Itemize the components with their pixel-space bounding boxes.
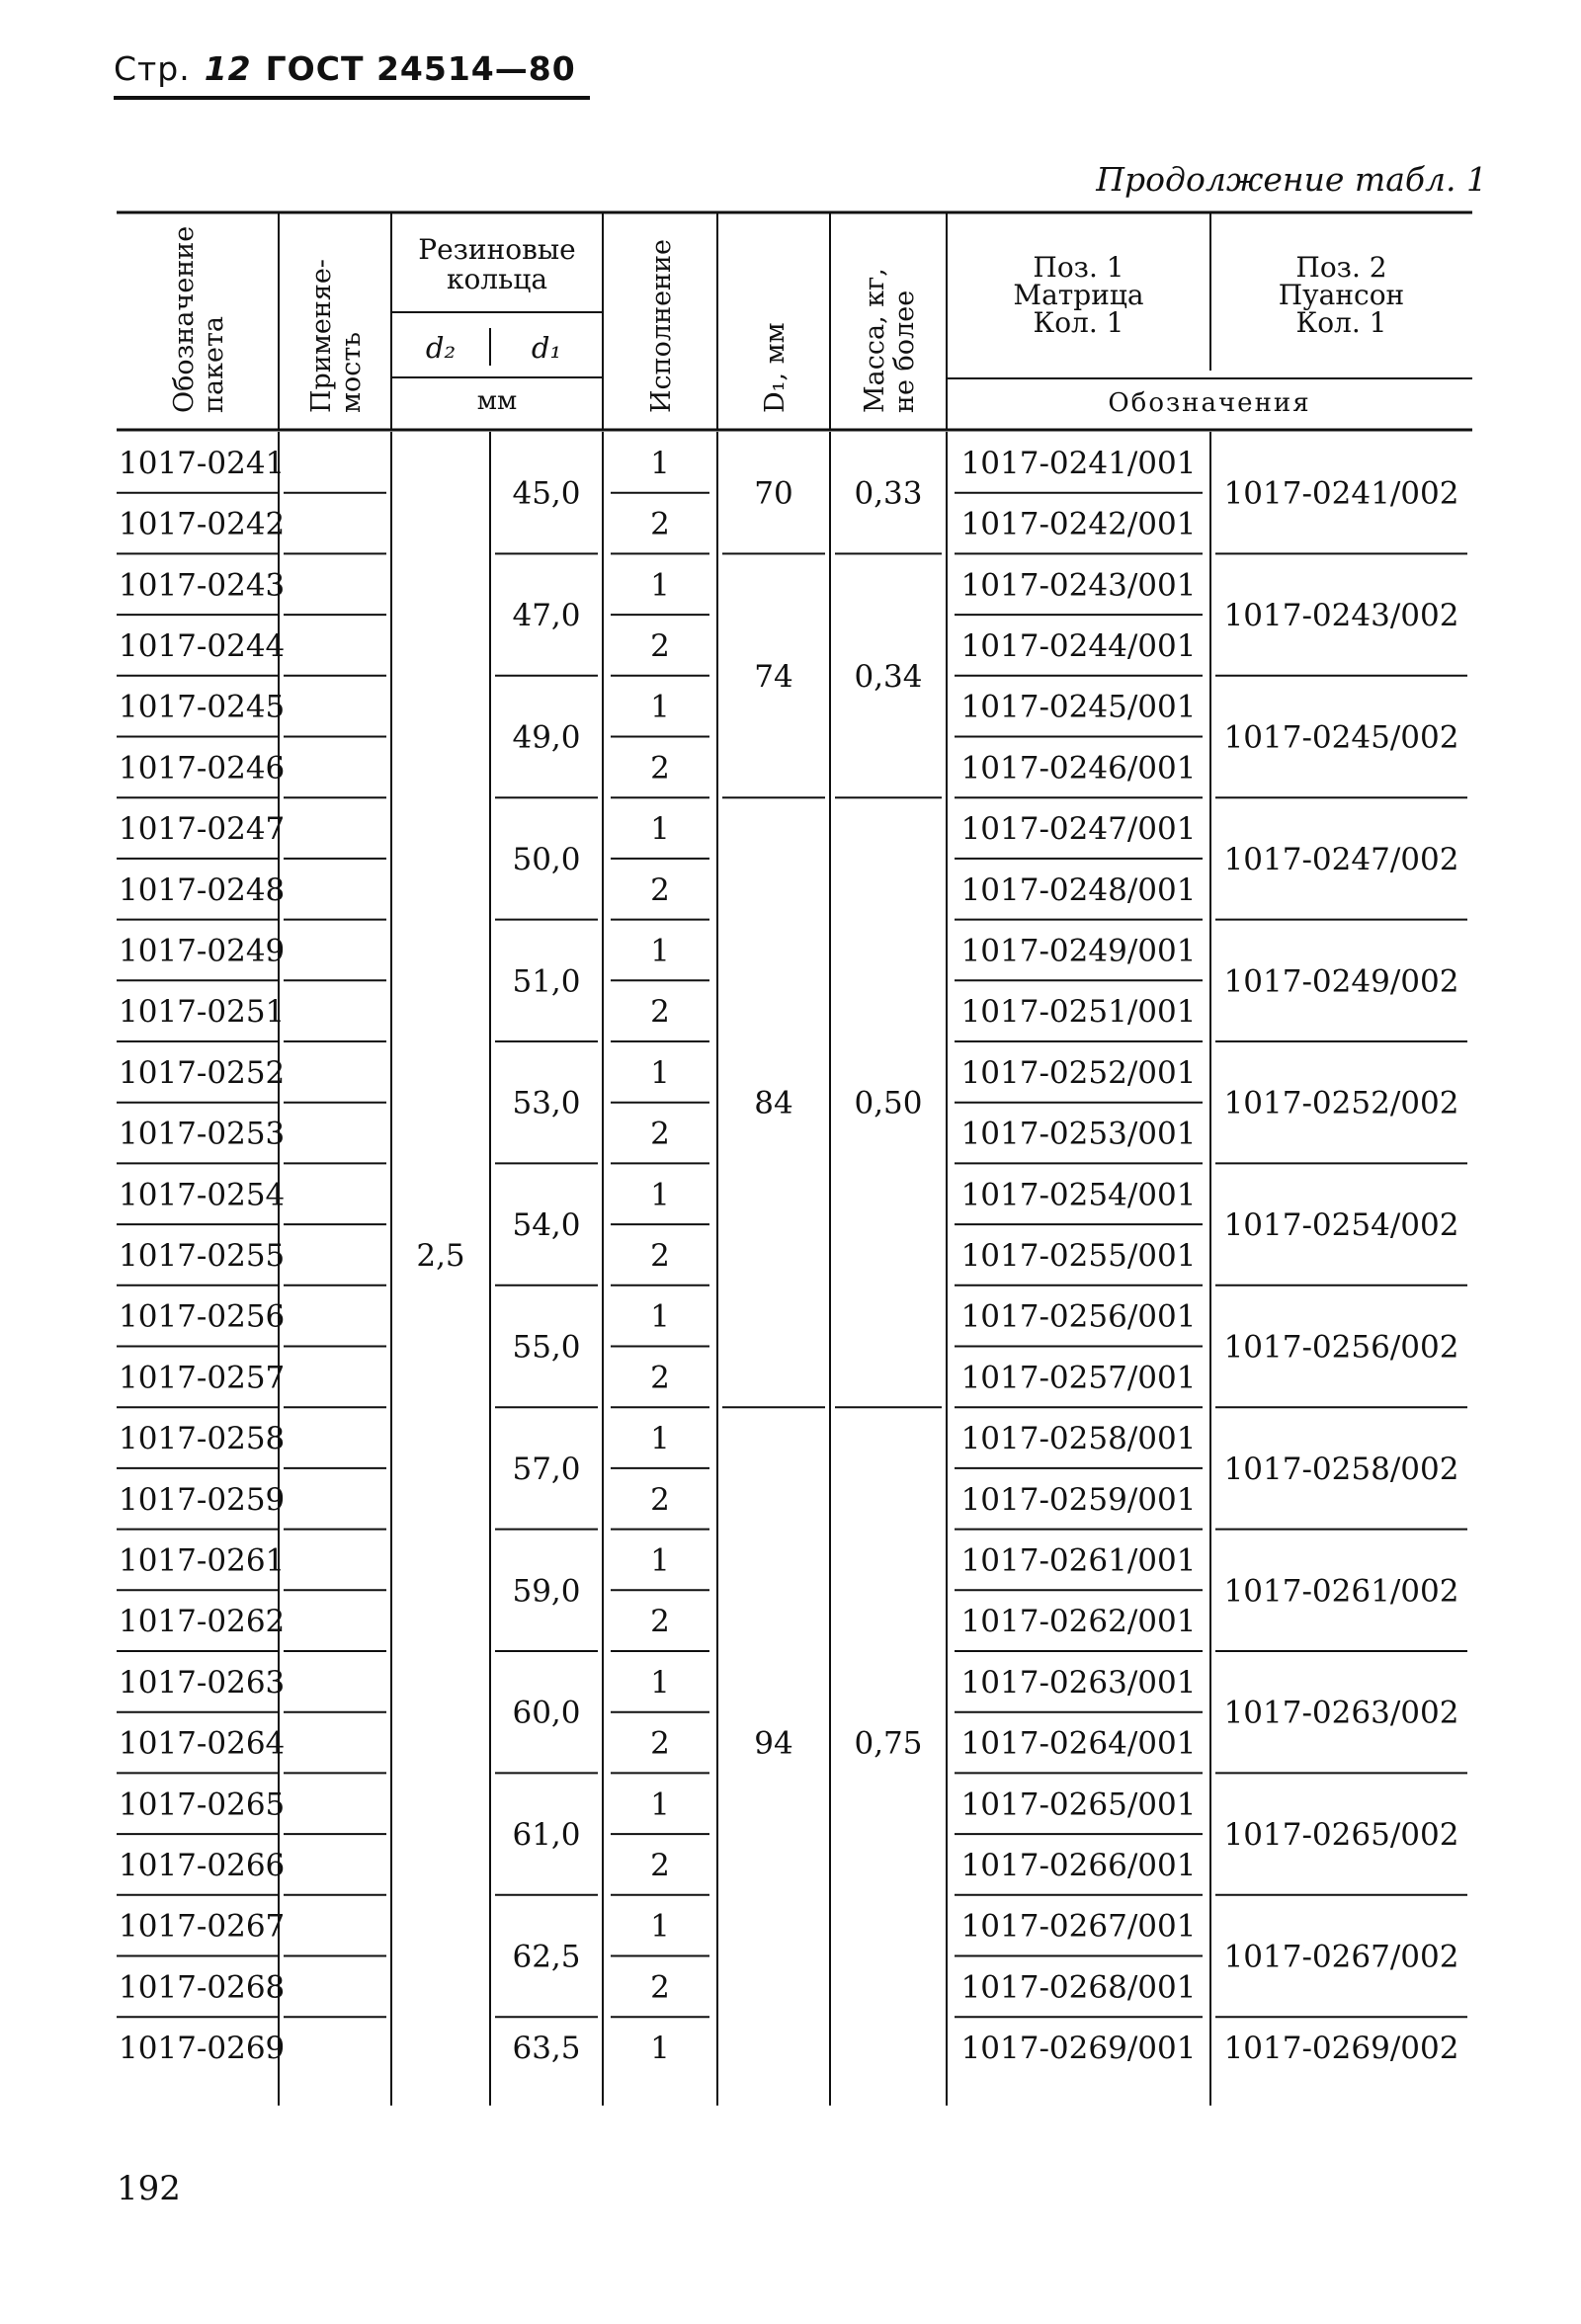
package-code: 1017-0262 <box>119 1604 286 1640</box>
execution-value: 1 <box>650 933 670 969</box>
matrix-code: 1017-0246/001 <box>960 750 1197 787</box>
execution-value: 1 <box>650 1054 670 1091</box>
package-code: 1017-0244 <box>119 627 286 664</box>
package-code: 1017-0263 <box>119 1664 286 1701</box>
execution-value: 1 <box>650 1664 670 1701</box>
execution-value: 1 <box>650 1786 670 1823</box>
d1-value: 61,0 <box>512 1817 581 1854</box>
d2-value: 2,5 <box>416 1237 465 1274</box>
table-caption: Продолжение табл. 1 <box>1096 160 1487 199</box>
designations-header: Обозначения <box>1108 388 1311 418</box>
matrix-code: 1017-0249/001 <box>960 933 1197 969</box>
matrix-code: 1017-0263/001 <box>960 1664 1197 1701</box>
execution-value: 1 <box>650 1177 670 1213</box>
D1-value: 70 <box>754 475 793 512</box>
package-code: 1017-0243 <box>119 567 286 604</box>
pos2-qty: Кол. 1 <box>1295 306 1387 339</box>
col-applicability-header-line: Применяе- <box>306 259 337 413</box>
d1-value: 49,0 <box>512 719 581 756</box>
col-D1-header <box>760 322 790 413</box>
mass-value: 0,50 <box>854 1085 923 1121</box>
matrix-code: 1017-0252/001 <box>960 1054 1197 1091</box>
package-code: 1017-0265 <box>119 1786 286 1823</box>
col-applicability-header <box>306 259 367 413</box>
punch-code: 1017-0241/002 <box>1223 475 1459 512</box>
package-code: 1017-0267 <box>119 1908 286 1945</box>
package-code: 1017-0259 <box>119 1481 286 1518</box>
matrix-code: 1017-0265/001 <box>960 1786 1197 1823</box>
package-code: 1017-0266 <box>119 1847 286 1883</box>
page-number: 192 <box>117 2169 181 2208</box>
execution-value: 2 <box>650 1360 670 1396</box>
matrix-code: 1017-0259/001 <box>960 1481 1197 1518</box>
matrix-code: 1017-0268/001 <box>960 1969 1197 2006</box>
execution-value: 1 <box>650 567 670 604</box>
d2-header: d₂ <box>425 331 457 365</box>
matrix-code: 1017-0243/001 <box>960 567 1197 604</box>
package-code: 1017-0258 <box>119 1421 286 1457</box>
package-code: 1017-0247 <box>119 811 286 848</box>
punch-code: 1017-0261/002 <box>1223 1573 1459 1610</box>
package-code: 1017-0269 <box>119 2031 286 2067</box>
matrix-code: 1017-0247/001 <box>960 811 1197 848</box>
package-code: 1017-0241 <box>119 445 286 481</box>
execution-value: 1 <box>650 445 670 481</box>
punch-code: 1017-0269/002 <box>1223 2031 1459 2067</box>
execution-value: 1 <box>650 811 670 848</box>
punch-code: 1017-0252/002 <box>1223 1085 1459 1121</box>
col-designation-header <box>169 226 229 413</box>
col-mass-header-line: Масса, кг, <box>860 268 890 413</box>
col-execution-header <box>646 239 677 413</box>
matrix-code: 1017-0242/001 <box>960 506 1197 542</box>
col-designation-header-line: Обозначение <box>169 225 200 413</box>
matrix-code: 1017-0241/001 <box>960 445 1197 481</box>
D1-value: 94 <box>754 1725 793 1762</box>
execution-value: 2 <box>650 1604 670 1640</box>
mm-header: мм <box>476 386 518 416</box>
package-code: 1017-0261 <box>119 1542 286 1579</box>
d1-value: 57,0 <box>512 1451 581 1487</box>
execution-value: 2 <box>650 1237 670 1274</box>
execution-value: 1 <box>650 1908 670 1945</box>
execution-value: 1 <box>650 1542 670 1579</box>
d1-value: 53,0 <box>512 1085 581 1121</box>
execution-value: 1 <box>650 2031 670 2067</box>
D1-value: 74 <box>754 658 793 695</box>
d1-value: 55,0 <box>512 1329 581 1366</box>
col-mass-header <box>860 268 920 413</box>
package-code: 1017-0256 <box>119 1298 286 1335</box>
rubber-rings-header: Резиновые <box>418 233 576 266</box>
header-standard: ГОСТ 24514—80 <box>265 49 576 88</box>
execution-value: 1 <box>650 689 670 725</box>
col-execution-header-line: Исполнение <box>646 238 677 413</box>
matrix-code: 1017-0258/001 <box>960 1421 1197 1457</box>
matrix-code: 1017-0267/001 <box>960 1908 1197 1945</box>
execution-value: 2 <box>650 1116 670 1152</box>
matrix-code: 1017-0255/001 <box>960 1237 1197 1274</box>
execution-value: 2 <box>650 1969 670 2006</box>
punch-code: 1017-0245/002 <box>1223 719 1459 756</box>
package-code: 1017-0245 <box>119 689 286 725</box>
pos2-header: Поз. 2 <box>1295 251 1387 284</box>
punch-code: 1017-0258/002 <box>1223 1451 1459 1487</box>
package-code: 1017-0249 <box>119 933 286 969</box>
package-code: 1017-0242 <box>119 506 286 542</box>
execution-value: 1 <box>650 1298 670 1335</box>
matrix-code: 1017-0256/001 <box>960 1298 1197 1335</box>
pos1-header: Поз. 1 <box>1033 251 1124 284</box>
matrix-code: 1017-0257/001 <box>960 1360 1197 1396</box>
matrix-code: 1017-0248/001 <box>960 872 1197 908</box>
d1-value: 60,0 <box>512 1695 581 1731</box>
pos1-qty: Кол. 1 <box>1033 306 1124 339</box>
package-code: 1017-0257 <box>119 1360 286 1396</box>
d1-value: 50,0 <box>512 841 581 877</box>
package-code: 1017-0251 <box>119 994 286 1031</box>
punch-code: 1017-0256/002 <box>1223 1329 1459 1366</box>
matrix-code: 1017-0262/001 <box>960 1604 1197 1640</box>
punch-code: 1017-0247/002 <box>1223 841 1459 877</box>
punch-code: 1017-0254/002 <box>1223 1207 1459 1244</box>
header-prefix: Стр. <box>114 49 191 88</box>
matrix-code: 1017-0244/001 <box>960 627 1197 664</box>
matrix-code: 1017-0253/001 <box>960 1116 1197 1152</box>
col-designation-header-line: пакета <box>199 316 229 413</box>
execution-value: 2 <box>650 1725 670 1762</box>
execution-value: 2 <box>650 750 670 787</box>
rubber-rings-header: кольца <box>446 263 548 295</box>
d1-value: 63,5 <box>512 2031 581 2067</box>
package-code: 1017-0264 <box>119 1725 286 1762</box>
d1-value: 62,5 <box>512 1939 581 1975</box>
package-code: 1017-0254 <box>119 1177 286 1213</box>
d1-value: 47,0 <box>512 598 581 634</box>
package-code: 1017-0253 <box>119 1116 286 1152</box>
mass-value: 0,34 <box>854 658 923 695</box>
d1-value: 51,0 <box>512 963 581 1000</box>
D1-value: 84 <box>754 1085 793 1121</box>
d1-value: 45,0 <box>512 475 581 512</box>
matrix-code: 1017-0254/001 <box>960 1177 1197 1213</box>
matrix-code: 1017-0251/001 <box>960 994 1197 1031</box>
punch-code: 1017-0263/002 <box>1223 1695 1459 1731</box>
pos1-name: Матрица <box>1013 279 1144 311</box>
d1-value: 59,0 <box>512 1573 581 1610</box>
mass-value: 0,75 <box>854 1725 923 1762</box>
matrix-code: 1017-0266/001 <box>960 1847 1197 1883</box>
execution-value: 2 <box>650 1847 670 1883</box>
execution-value: 1 <box>650 1421 670 1457</box>
pos2-name: Пуансон <box>1278 279 1405 311</box>
matrix-code: 1017-0245/001 <box>960 689 1197 725</box>
col-D1-header-line: D₁, мм <box>760 322 790 413</box>
package-code: 1017-0255 <box>119 1237 286 1274</box>
matrix-code: 1017-0261/001 <box>960 1542 1197 1579</box>
execution-value: 2 <box>650 872 670 908</box>
execution-value: 2 <box>650 627 670 664</box>
package-code: 1017-0246 <box>119 750 286 787</box>
punch-code: 1017-0265/002 <box>1223 1817 1459 1854</box>
punch-code: 1017-0267/002 <box>1223 1939 1459 1975</box>
d1-header: d₁ <box>531 331 562 365</box>
execution-value: 2 <box>650 994 670 1031</box>
col-mass-header-line: не более <box>889 290 920 413</box>
d1-value: 54,0 <box>512 1207 581 1244</box>
matrix-code: 1017-0264/001 <box>960 1725 1197 1762</box>
header-page: 12 <box>204 49 252 88</box>
execution-value: 2 <box>650 506 670 542</box>
matrix-code: 1017-0269/001 <box>960 2031 1197 2067</box>
package-code: 1017-0252 <box>119 1054 286 1091</box>
punch-code: 1017-0249/002 <box>1223 963 1459 1000</box>
package-code: 1017-0248 <box>119 872 286 908</box>
punch-code: 1017-0243/002 <box>1223 598 1459 634</box>
package-code: 1017-0268 <box>119 1969 286 2006</box>
mass-value: 0,33 <box>854 475 923 512</box>
execution-value: 2 <box>650 1481 670 1518</box>
col-applicability-header-line: мость <box>336 331 367 413</box>
